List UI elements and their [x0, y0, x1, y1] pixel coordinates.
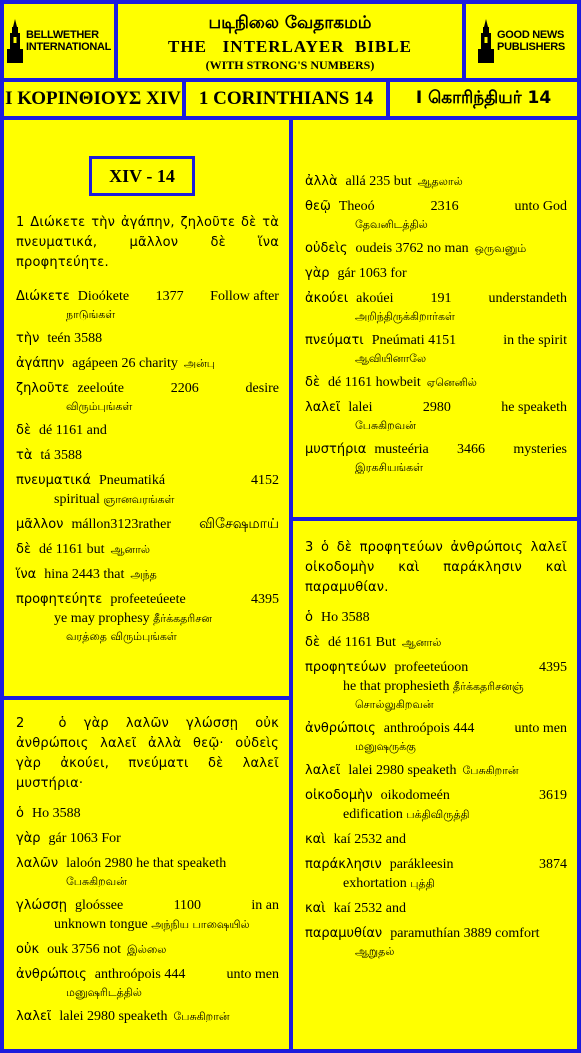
word-detail: in the spirit: [503, 333, 567, 348]
word-entry: [16, 354, 279, 373]
word-detail: Pneúmati 4151: [371, 333, 457, 348]
word-row: [305, 899, 567, 918]
greek-word: δὲ: [305, 375, 320, 390]
tamil-gloss: தீர்க்கதரிசனஞ்: [453, 680, 524, 693]
word-detail: profeeteúoon: [394, 660, 469, 675]
tamil-meaning: அறிந்திருக்கிறார்கள்: [355, 310, 455, 323]
tamil-meaning: ஆறுதல்: [355, 945, 395, 958]
word-detail: hina 2443 that: [44, 567, 125, 582]
word-detail: dé 1161 howbeit: [327, 375, 421, 390]
word-row: [305, 719, 567, 738]
word-row: [16, 590, 279, 609]
word-detail: laloón 2980 he that speaketh: [66, 856, 227, 871]
word-row: [16, 446, 279, 465]
word-detail: oikodomeén: [380, 788, 450, 803]
tamil-meaning: வரத்தை விரும்புங்கள்: [66, 630, 177, 643]
word-detail: lalei 2980 speaketh: [59, 1009, 168, 1024]
greek-word: Διώκετε: [16, 289, 70, 304]
word-detail: gloóssee: [75, 898, 124, 913]
word-details: [110, 590, 279, 609]
word-row: [305, 855, 567, 874]
tamil-meaning: பேசுகிறவன்: [66, 875, 127, 888]
greek-word: γὰρ: [305, 266, 330, 281]
tamil-gloss: பக்திவிருத்தி: [406, 808, 470, 821]
word-row: [305, 761, 567, 780]
word-details: [339, 197, 567, 216]
english-meaning-text: unknown tongue: [54, 917, 148, 932]
word-detail: 191: [430, 291, 452, 306]
greek-word: ἀνθρώποις: [16, 967, 87, 982]
word-detail: zeeloúte: [77, 381, 124, 396]
word-detail: oudeis 3762 no man: [355, 241, 469, 256]
tamil-meaning: பேசுகிறவன்: [355, 419, 416, 432]
word-detail: parákleesin: [389, 857, 454, 872]
word-details: [39, 540, 279, 559]
word-detail: Ho 3588: [320, 610, 370, 625]
word-detail: akoúei: [356, 291, 394, 306]
tamil-meaning: நாடுங்கள்: [66, 308, 116, 321]
greek-word: λαλῶν: [16, 856, 59, 871]
word-details: [78, 287, 279, 306]
word-entry: [305, 289, 567, 325]
word-details: [47, 940, 279, 959]
word-detail: paramuthían 3889 comfort: [390, 926, 540, 941]
word-row: [16, 540, 279, 559]
word-entry: [305, 899, 567, 918]
greek-word: γὰρ: [16, 831, 41, 846]
word-details: [356, 289, 567, 308]
word-entry: [305, 633, 567, 652]
word-detail: 2206: [170, 381, 199, 396]
word-details: [334, 830, 567, 849]
word-detail: he speaketh: [501, 400, 567, 415]
word-entry: [305, 608, 567, 627]
word-detail: 4395: [251, 592, 279, 607]
word-detail: dé 1161 But: [327, 635, 396, 650]
word-detail: teén 3588: [47, 331, 103, 346]
word-entry: [305, 924, 567, 960]
word-entry: [305, 264, 567, 283]
word-detail: allá 235 but: [345, 174, 412, 189]
word-entry: [305, 658, 567, 713]
greek-word: θεῷ: [305, 199, 331, 214]
word-detail: Ho 3588: [31, 806, 81, 821]
word-row: [16, 940, 279, 959]
word-row: [305, 830, 567, 849]
tamil-gloss: பேசுகிறான்: [173, 1010, 230, 1023]
tamil-gloss: ஏனெனில்: [426, 376, 477, 389]
english-meaning-text: exhortation: [343, 876, 407, 891]
tamil-meaning: விரும்புங்கள்: [66, 400, 133, 413]
greek-word: οὐδεὶς: [305, 241, 348, 256]
english-meaning: [16, 609, 279, 628]
word-details: [321, 608, 567, 627]
word-detail: mysteries: [513, 442, 567, 457]
title-tamil: படிநிலை வேதாகமம்: [208, 13, 372, 33]
word-entry: [16, 379, 279, 415]
word-detail: in an: [251, 898, 279, 913]
tamil-meaning: இரகசியங்கள்: [355, 461, 424, 474]
word-row: [16, 421, 279, 440]
tamil-gloss: ஆனால்: [110, 543, 151, 556]
word-entry: [305, 373, 567, 392]
english-meaning: [16, 490, 279, 509]
word-details: [75, 896, 279, 915]
greek-word: προφητεύων: [305, 660, 387, 675]
word-detail: 3874: [539, 857, 567, 872]
greek-word: τὰ: [16, 448, 33, 463]
word-row: [305, 633, 567, 652]
title-block: [118, 4, 462, 78]
tamil-gloss: புத்தி: [410, 877, 435, 890]
word-details: [66, 854, 279, 873]
word-row: [305, 197, 567, 216]
word-row: [16, 379, 279, 398]
tamil-meaning: மனுஷருக்கு: [355, 740, 416, 753]
word-detail: 3466: [457, 442, 486, 457]
word-row: [16, 515, 279, 534]
word-detail: lalei 2980 speaketh: [348, 763, 457, 778]
word-details: [47, 329, 279, 348]
word-detail: dé 1161 but: [38, 542, 105, 557]
word-row: [305, 172, 567, 191]
word-row: [305, 440, 567, 459]
word-row: [16, 471, 279, 490]
word-detail: dé 1161 and: [38, 423, 107, 438]
word-details: [71, 515, 279, 534]
word-details: [384, 719, 567, 738]
logo-line-2: PUBLISHERS: [497, 41, 565, 53]
subtitle: (WITH STRONG'S NUMBERS): [205, 58, 375, 72]
word-entry: [16, 471, 279, 509]
word-details: [72, 354, 279, 373]
english-meaning-text: he that prophesieth: [343, 679, 450, 694]
word-row: [305, 608, 567, 627]
word-detail: lalei: [348, 400, 373, 415]
word-detail: 1100: [173, 898, 202, 913]
word-entry: [305, 331, 567, 367]
word-entry: [305, 398, 567, 434]
word-row: [16, 804, 279, 823]
word-row: [16, 1007, 279, 1026]
word-entry: [305, 172, 567, 191]
word-detail: Pneumatiká: [98, 473, 166, 488]
tamil-gloss: பேசுகிறான்: [462, 764, 519, 777]
word-detail: 4152: [251, 473, 279, 488]
word-detail: unto God: [514, 199, 567, 214]
greek-word: ἵνα: [16, 567, 37, 582]
english-meaning: [305, 874, 567, 893]
word-detail: kaí 2532 and: [333, 901, 406, 916]
chapter-label: XIV - 14: [89, 156, 195, 196]
word-details: [334, 899, 567, 918]
greek-word: δὲ: [16, 423, 31, 438]
greek-word: λαλεῖ: [305, 763, 341, 778]
word-entry: [16, 287, 279, 323]
word-entry: [16, 515, 279, 534]
word-row: [305, 331, 567, 350]
word-entry: [16, 804, 279, 823]
word-entry: [16, 540, 279, 559]
word-row: [16, 965, 279, 984]
word-row: [16, 829, 279, 848]
word-detail: Follow after: [210, 289, 279, 304]
tamil-gloss: அந்நிய பாஷையில்: [151, 918, 250, 931]
word-detail: agápeen 26 charity: [72, 356, 178, 371]
word-row: [16, 896, 279, 915]
word-entry: [305, 440, 567, 476]
logo-line-2: INTERNATIONAL: [25, 41, 112, 53]
word-row: [305, 264, 567, 283]
word-detail: anthroópois 444: [94, 967, 186, 982]
greek-word: ἀκούει: [305, 291, 349, 306]
greek-word: ἀλλὰ: [305, 174, 338, 189]
verse-3-text: 3 ὁ δὲ προφητεύων ἀνθρώποις λαλεῖ οἰκοδομὴν καὶ παράκλησιν καὶ παραμυθίαν.: [305, 540, 567, 595]
word-details: [49, 829, 279, 848]
word-detail: Dioókete: [77, 289, 130, 304]
greek-word: γλώσσῃ: [16, 898, 67, 913]
word-details: [59, 1007, 279, 1026]
tamil-gloss: இல்லை: [127, 943, 167, 956]
tamil-gloss: தீர்க்கதரிசன: [153, 612, 212, 625]
greek-word: δὲ: [16, 542, 31, 557]
word-detail: anthroópois 444: [383, 721, 475, 736]
greek-word: καὶ: [305, 901, 326, 916]
tamil-meaning: ஆவியினாலே: [355, 352, 427, 365]
word-detail: kaí 2532 and: [333, 832, 406, 847]
book-english: 1 CORINTHIANS 14: [186, 82, 386, 116]
word-details: [40, 446, 279, 465]
tamil-gloss: ஞானவரங்கள்: [103, 493, 175, 506]
greek-word: ἀγάπην: [16, 356, 65, 371]
word-details: [394, 658, 567, 677]
verse-3-panel: [293, 521, 577, 1049]
greek-word: πνεύματι: [305, 333, 364, 348]
english-meaning: [305, 677, 567, 696]
word-details: [99, 471, 279, 490]
word-details: [381, 786, 567, 805]
word-details: [374, 440, 567, 459]
word-row: [305, 398, 567, 417]
logo-line-1: GOOD NEWS: [497, 29, 565, 41]
word-details: [32, 804, 279, 823]
greek-word: ὁ: [16, 806, 24, 821]
good-news-logo: [466, 4, 577, 78]
word-row: [16, 287, 279, 306]
word-detail: desire: [245, 381, 279, 396]
word-detail: விசேஷமாய்: [199, 517, 279, 532]
greek-word: οἰκοδομὴν: [305, 788, 373, 803]
word-detail: 4395: [539, 660, 567, 675]
word-entry: [16, 590, 279, 645]
english-meaning: [305, 805, 567, 824]
word-row: [16, 565, 279, 584]
bell-tower-icon: [7, 19, 23, 63]
logo-line-1: BELLWETHER: [25, 29, 99, 41]
english-meaning-text: edification: [343, 807, 403, 822]
word-detail: 3619: [539, 788, 567, 803]
greek-word: προφητεύητε: [16, 592, 103, 607]
verse-1-text: 1 Διώκετε τὴν ἀγάπην, ζηλοῦτε δὲ τὰ πνευματικά, μᾶλλον δὲ ἵνα προφητεύητε.: [16, 215, 279, 270]
word-entry: [16, 940, 279, 959]
word-entry: [16, 965, 279, 1001]
word-row: [305, 239, 567, 258]
tamil-meaning: தேவனிடத்தில்: [355, 218, 428, 231]
verse-2-text: 2 ὁ γὰρ λαλῶν γλώσσῃ οὐκ ἀνθρώποις λαλεῖ ἀλλὰ θεῷ· οὐδεὶς γὰρ ἀκούει, πνεύματι δὲ λαλεῖ μυστήρια·: [16, 716, 284, 791]
word-entry: [305, 197, 567, 233]
word-entry: [16, 829, 279, 848]
word-row: [305, 924, 567, 943]
word-entry: [16, 565, 279, 584]
word-entry: [305, 239, 567, 258]
word-details: [346, 172, 567, 191]
book-greek: I ΚΟΡΙΝΘΙΟΥΣ XIV: [4, 82, 182, 116]
word-details: [328, 373, 567, 392]
word-details: [39, 421, 279, 440]
greek-word: παραμυθίαν: [305, 926, 383, 941]
greek-word: ζηλοῦτε: [16, 381, 70, 396]
word-details: [372, 331, 567, 350]
word-details: [348, 761, 567, 780]
greek-word: δὲ: [305, 635, 320, 650]
word-row: [305, 373, 567, 392]
word-details: [95, 965, 279, 984]
tamil-gloss: ஆதலால்: [417, 175, 463, 188]
verse-1-panel: [4, 120, 289, 696]
english-meaning-text: spiritual: [54, 492, 100, 507]
greek-word: λαλεῖ: [305, 400, 341, 415]
word-entry: [16, 896, 279, 934]
word-details: [77, 379, 279, 398]
word-detail: Theoó: [338, 199, 375, 214]
tamil-gloss: ஒருவனும்: [474, 242, 527, 255]
tamil-gloss: ஆனால்: [401, 636, 442, 649]
tamil-meaning: சொல்லுகிறவன்: [355, 698, 434, 711]
bell-tower-icon: [478, 19, 494, 63]
word-detail: 2980: [422, 400, 451, 415]
word-row: [305, 289, 567, 308]
word-row: [16, 354, 279, 373]
word-entry: [16, 1007, 279, 1026]
word-row: [305, 658, 567, 677]
english-meaning-text: ye may prophesy: [54, 611, 150, 626]
word-details: [390, 924, 567, 943]
greek-word: ἀνθρώποις: [305, 721, 376, 736]
greek-word: οὐκ: [16, 942, 40, 957]
word-details: [356, 239, 568, 258]
word-detail: mállon3123rather: [71, 517, 171, 532]
word-entry: [16, 329, 279, 348]
greek-word: μυστήρια: [305, 442, 367, 457]
word-detail: profeeteúeete: [110, 592, 186, 607]
word-row: [305, 786, 567, 805]
english-meaning: [16, 915, 279, 934]
tamil-gloss: அன்பு: [183, 357, 215, 370]
word-details: [44, 565, 279, 584]
title-english: THE INTERLAYER BIBLE: [168, 37, 412, 56]
word-entry: [305, 719, 567, 755]
word-entry: [16, 421, 279, 440]
tamil-meaning: மனுஷரிடத்தில்: [66, 986, 142, 999]
word-detail: ouk 3756 not: [47, 942, 122, 957]
book-tamil: I கொரிந்தியர் 14: [390, 82, 577, 116]
word-details: [328, 633, 567, 652]
word-row: [16, 329, 279, 348]
word-entry: [305, 761, 567, 780]
word-row: [16, 854, 279, 873]
greek-word: καὶ: [305, 832, 326, 847]
greek-word: μᾶλλον: [16, 517, 64, 532]
word-details: [390, 855, 567, 874]
word-detail: unto men: [514, 721, 567, 736]
word-detail: unto men: [226, 967, 279, 982]
word-detail: gár 1063 for: [337, 266, 407, 281]
word-detail: gár 1063 For: [48, 831, 121, 846]
word-detail: tá 3588: [40, 448, 83, 463]
tamil-gloss: அந்த: [130, 568, 157, 581]
bellwether-logo: [4, 4, 114, 78]
word-entry: [305, 786, 567, 824]
greek-word: λαλεῖ: [16, 1009, 52, 1024]
word-entry: [16, 446, 279, 465]
verse-2-panel: [4, 700, 289, 1049]
greek-word: ὁ: [305, 610, 313, 625]
verse-2-continued-panel: [293, 120, 577, 517]
greek-word: πνευματικά: [16, 473, 91, 488]
word-details: [338, 264, 567, 283]
word-entry: [305, 830, 567, 849]
word-detail: understandeth: [488, 291, 567, 306]
word-detail: 2316: [430, 199, 459, 214]
greek-word: τὴν: [16, 331, 40, 346]
word-detail: 1377: [155, 289, 184, 304]
word-details: [348, 398, 567, 417]
word-entry: [16, 854, 279, 890]
word-entry: [305, 855, 567, 893]
greek-word: παράκλησιν: [305, 857, 382, 872]
word-detail: musteéria: [374, 442, 429, 457]
